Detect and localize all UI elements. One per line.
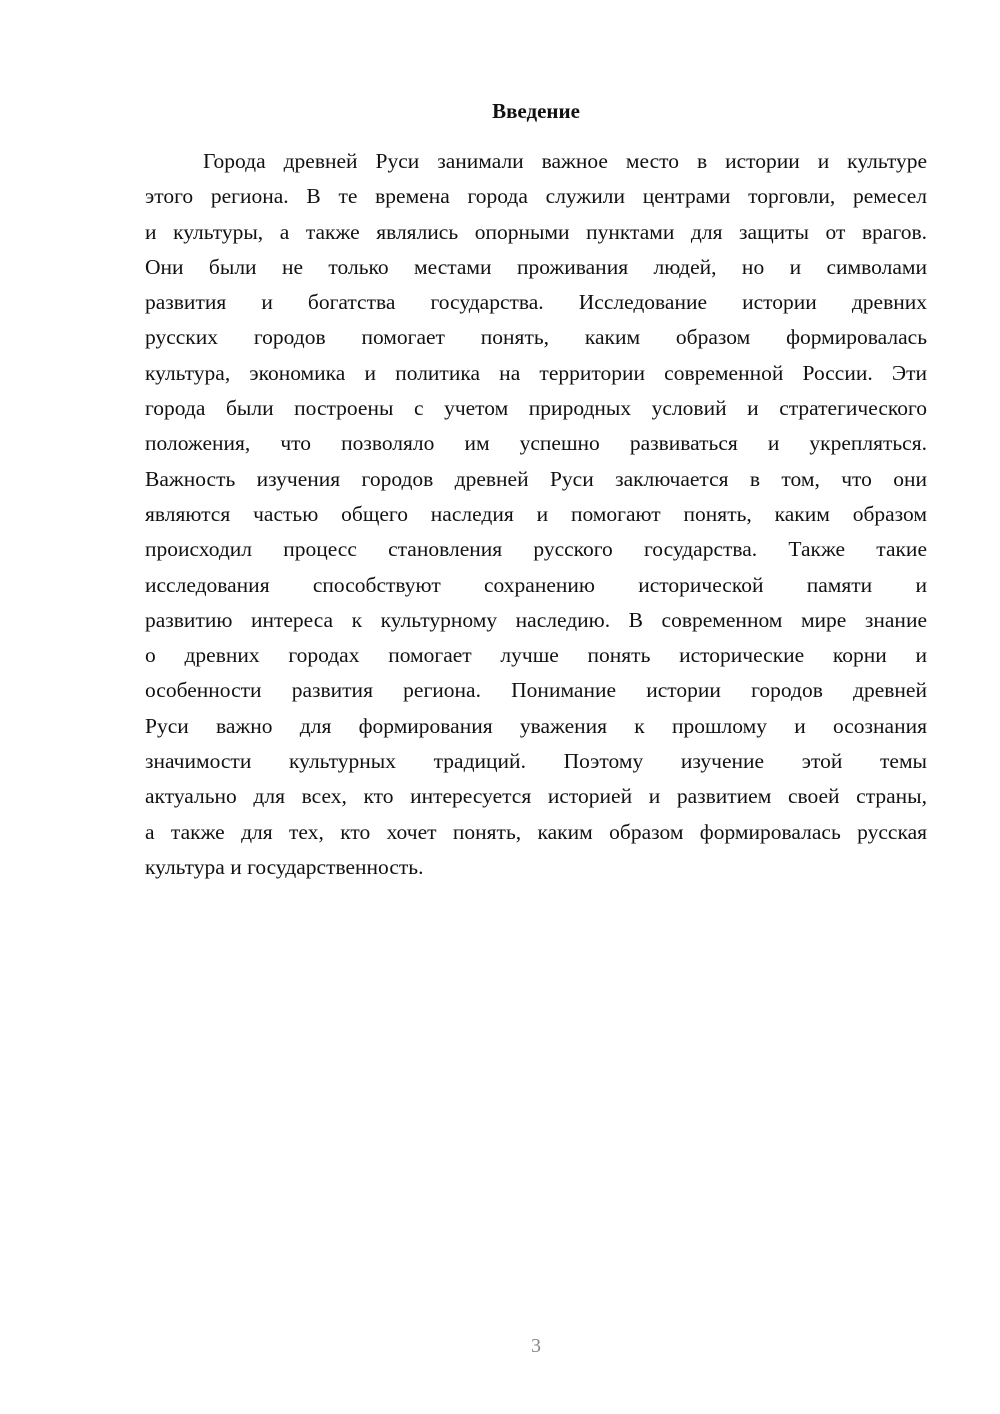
paragraph-line: города были построены с учетом природных условий и стратегического [145, 396, 927, 421]
paragraph-line: положения, что позволяло им успешно развиваться и укрепляться. [145, 431, 927, 456]
paragraph-line: происходил процесс становления русского государства. Также такие [145, 537, 927, 562]
section-heading: Введение [492, 99, 580, 123]
paragraph-line: а также для тех, кто хочет понять, каким образом формировалась русская [145, 819, 927, 844]
paragraph-line: значимости культурных традиций. Поэтому изучение этой темы [145, 749, 927, 774]
paragraph-line: Города древней Руси занимали важное место в истории и культуре [203, 149, 927, 173]
page-number: 3 [531, 1335, 541, 1357]
paragraph-line: Руси важно для формирования уважения к прошлому и осознания [145, 713, 927, 738]
paragraph-line: Важность изучения городов древней Руси заключается в том, что они [145, 466, 927, 491]
paragraph-line: особенности развития региона. Понимание истории городов древней [145, 678, 927, 703]
paragraph-line: являются частью общего наследия и помогают понять, каким образом [145, 501, 927, 526]
paragraph-line: и культуры, а также являлись опорными пунктами для защиты от врагов. [145, 219, 927, 244]
paragraph-line: этого региона. В те времена города служили центрами торговли, ремесел [145, 184, 927, 209]
paragraph-line: культура, экономика и политика на территории современной России. Эти [145, 360, 927, 385]
body-paragraph [145, 144, 927, 885]
paragraph-line: Они были не только местами проживания людей, но и символами [145, 254, 927, 279]
paragraph-line: исследования способствуют сохранению исторической памяти и [145, 572, 927, 597]
paragraph-line: развитию интереса к культурному наследию. В современном мире знание [145, 607, 927, 632]
paragraph-line: о древних городах помогает лучше понять исторические корни и [145, 643, 927, 668]
paragraph-line: русских городов помогает понять, каким образом формировалась [145, 325, 927, 350]
paragraph-line: развития и богатства государства. Исследование истории древних [145, 290, 927, 315]
paragraph-line: культура и государственность. [145, 854, 424, 879]
paragraph-line: актуально для всех, кто интересуется историей и развитием своей страны, [145, 784, 927, 809]
